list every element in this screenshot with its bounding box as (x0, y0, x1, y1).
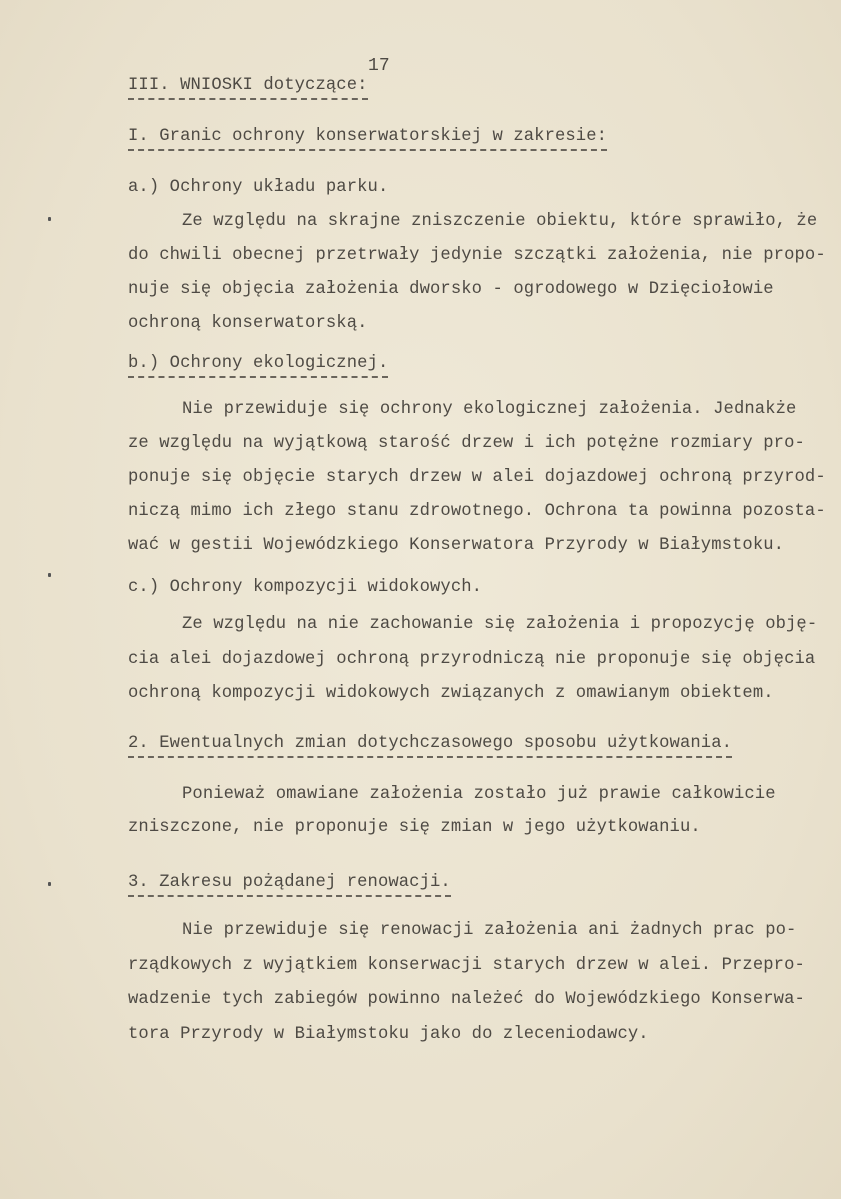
binding-hole-mark (48, 217, 51, 221)
text-line: Nie przewiduje się renowacji założenia ani żadnych prac po- (182, 921, 797, 940)
binding-hole-mark (48, 882, 51, 886)
text-line: Nie przewiduje się ochrony ekologicznej założenia. Jednakże (182, 400, 797, 419)
text-line: rządkowych z wyjątkiem konserwacji starych drzew w alei. Przepro- (128, 956, 805, 975)
text-line: wać w gestii Wojewódzkiego Konserwatora Przyrody w Białymstoku. (128, 536, 785, 555)
page-number: 17 (368, 56, 390, 76)
text-line: Ze względu na nie zachowanie się założenia i propozycję obję- (182, 615, 818, 634)
text-line: tora Przyrody w Białymstoku jako do zleceniodawcy. (128, 1025, 649, 1044)
heading-1: I. Granic ochrony konserwatorskiej w zakresie: (128, 127, 607, 151)
text-line: zniszczone, nie proponuje się zmian w jego użytkowaniu. (128, 818, 701, 837)
binding-hole-mark (48, 573, 51, 577)
text-line: niczą mimo ich złego stanu zdrowotnego. Ochrona ta powinna pozosta- (128, 502, 826, 521)
subheading-b: b.) Ochrony ekologicznej. (128, 354, 388, 378)
text-line: Ponieważ omawiane założenia zostało już prawie całkowicie (182, 785, 776, 804)
text-line: ochroną konserwatorską. (128, 314, 368, 333)
text-line: ponuje się objęcie starych drzew w alei dojazdowej ochroną przyrod- (128, 468, 826, 487)
subheading-a: a.) Ochrony układu parku. (128, 178, 389, 197)
heading-3: 3. Zakresu pożądanej renowacji. (128, 873, 451, 897)
section-title: III. WNIOSKI dotyczące: (128, 76, 368, 100)
text-line: ochroną kompozycji widokowych związanych z omawianym obiektem. (128, 684, 774, 703)
text-line: Ze względu na skrajne zniszczenie obiektu, które sprawiło, że (182, 212, 818, 231)
text-line: do chwili obecnej przetrwały jedynie szczątki założenia, nie propo- (128, 246, 826, 265)
text-line: wadzenie tych zabiegów powinno należeć do Wojewódzkiego Konserwa- (128, 990, 805, 1009)
text-line: cia alei dojazdowej ochroną przyrodniczą nie proponuje się objęcia (128, 650, 816, 669)
heading-2: 2. Ewentualnych zmian dotychczasowego sposobu użytkowania. (128, 734, 732, 758)
subheading-c: c.) Ochrony kompozycji widokowych. (128, 578, 483, 597)
text-line: nuje się objęcia założenia dworsko - ogrodowego w Dzięciołowie (128, 280, 774, 299)
text-line: ze względu na wyjątkową starość drzew i ich potężne rozmiary pro- (128, 434, 805, 453)
